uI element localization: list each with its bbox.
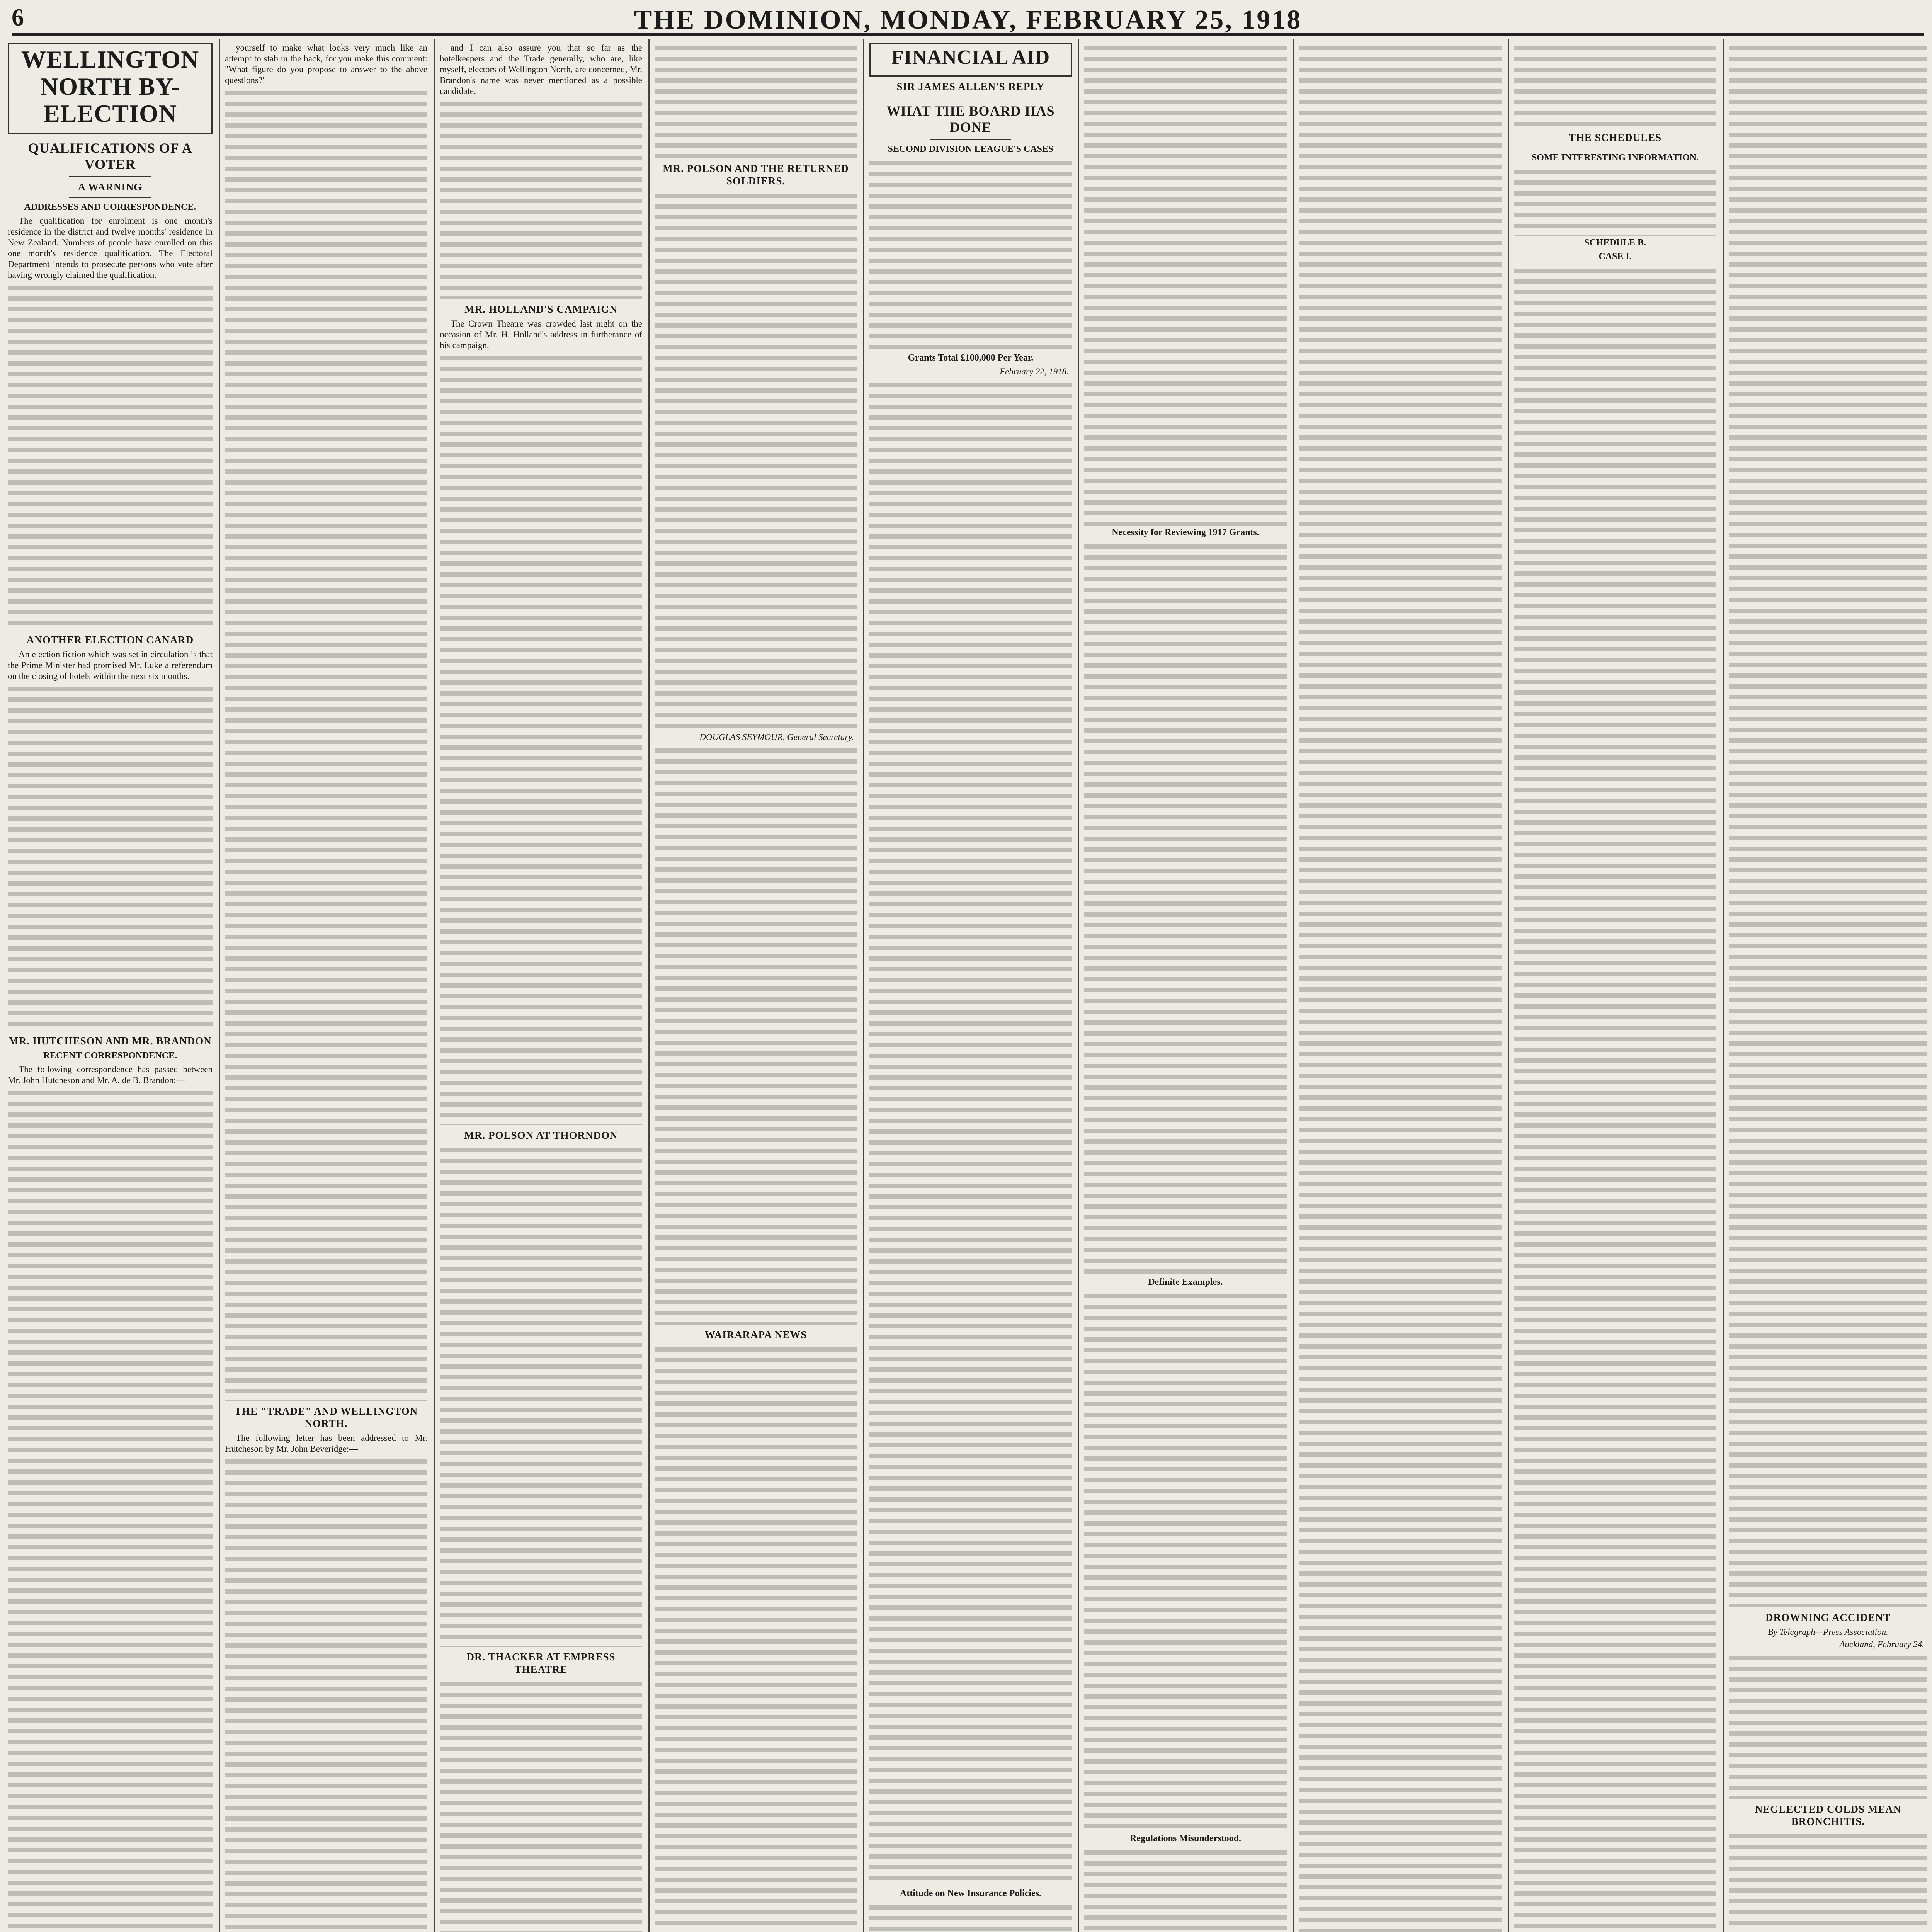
column-7 [1299,43,1502,1932]
column-2 [225,43,427,1932]
article-paragraph: The qualification for enrolment is one month's residence in the district and twelve months' residence in New Zealand. Numbers of people have enrolled on this one month's residence qualification. The Electoral Department intends to prosecute persons who vote after having wrongly claimed the qualification. [8,216,213,280]
newspaper-title: THE DOMINION, MONDAY, FEBRUARY 25, 1918 [634,5,1302,35]
heading-election-canard: ANOTHER ELECTION CANARD [26,634,194,646]
heading-trade-wellington-north: THE "TRADE" AND WELLINGTON NORTH. [234,1405,418,1429]
column-3 [440,43,642,1932]
subhead-definite-examples: Definite Examples. [1148,1277,1223,1287]
dateline: Auckland, February 24. [1839,1639,1924,1649]
subhead-warning: A WARNING [78,181,143,193]
column-rule [1078,39,1079,1932]
heading-hutcheson-brandon: MR. HUTCHESON AND MR. BRANDON [9,1035,212,1047]
column-4 [655,43,857,1932]
headline-wellington-north: WELLINGTON NORTH BY-ELECTION [21,46,199,127]
subhead-what-board-done: WHAT THE BOARD HAS DONE [886,103,1055,135]
press-association: By Telegraph—Press Association. [1768,1627,1888,1637]
subhead-qualifications: QUALIFICATIONS OF A VOTER [28,140,192,172]
column-5 [869,43,1072,1932]
subhead-reviewing-grants: Necessity for Reviewing 1917 Grants. [1112,527,1259,537]
column-rule [219,39,220,1932]
heading-holland-campaign: MR. HOLLAND'S CAMPAIGN [464,303,617,315]
article-paragraph: yourself to make what looks very much like an attempt to stab in the back, for you make this comment: "What figure do you propose to answer to the above questions?" [225,43,427,85]
masthead [12,3,1924,36]
page-number: 6 [12,3,24,31]
subhead-addresses: ADDRESSES AND CORRESPONDENCE. [24,202,196,212]
subhead-james-allen-reply: SIR JAMES ALLEN'S REPLY [896,81,1045,92]
column-rule [1293,39,1294,1932]
signoff: DOUGLAS SEYMOUR, General Secretary. [699,732,854,742]
column-9 [1729,43,1927,1932]
subhead-second-division: SECOND DIVISION LEAGUE'S CASES [888,144,1054,154]
column-6 [1084,43,1287,1932]
heading-polson-returned-soldiers: MR. POLSON AND THE RETURNED SOLDIERS. [663,163,849,187]
subhead-schedule-b: SCHEDULE B. [1584,238,1646,248]
subhead-correspondence: RECENT CORRESPONDENCE. [43,1051,177,1061]
article-paragraph: and I can also assure you that so far as the hotelkeepers and the Trade generally, who are, like myself, electors of Wellington North, are concerned, Mr. Brandon's name was never mentioned as a possible candidate. [440,43,642,96]
column-rule [648,39,650,1932]
column-rule [1508,39,1509,1932]
article-paragraph: The following correspondence has passed between Mr. John Hutcheson and Mr. A. de B. Brandon:— [8,1065,213,1085]
column-rule [1723,39,1724,1932]
subhead-case-one: CASE I. [1599,252,1632,262]
heading-schedules: THE SCHEDULES [1568,132,1662,143]
subhead-interesting-information: SOME INTERESTING INFORMATION. [1531,153,1699,163]
headline-financial-aid: FINANCIAL AID [891,46,1050,68]
heading-neglected-colds: NEGLECTED COLDS MEAN BRONCHITIS. [1755,1803,1901,1827]
article-paragraph: An election fiction which was set in circulation is that the Prime Minister had promised Mr. Luke a referendum on the closing of hotels within the next six months. [8,650,213,681]
subhead-insurance-policies: Attitude on New Insurance Policies. [900,1888,1041,1898]
heading-wairarapa-news: WAIRARAPA NEWS [704,1329,807,1340]
column-1 [8,43,213,1932]
dateline: February 22, 1918. [1000,367,1069,376]
column-rule [863,39,864,1932]
subhead-grants-total: Grants Total £100,000 Per Year. [908,353,1034,363]
article-paragraph: The following letter has been addressed to Mr. Hutcheson by Mr. John Beveridge:— [225,1433,427,1454]
column-rule [434,39,435,1932]
heading-polson-thorndon: MR. POLSON AT THORNDON [464,1129,618,1141]
article-paragraph: The Crown Theatre was crowded last night on the occasion of Mr. H. Holland's address in furtherance of his campaign. [440,319,642,350]
column-8 [1514,43,1716,1932]
heading-drowning-accident: DROWNING ACCIDENT [1765,1612,1891,1623]
subhead-regulations: Regulations Misunderstood. [1129,1833,1242,1844]
heading-thacker-empress: DR. THACKER AT EMPRESS THEATRE [466,1651,616,1675]
